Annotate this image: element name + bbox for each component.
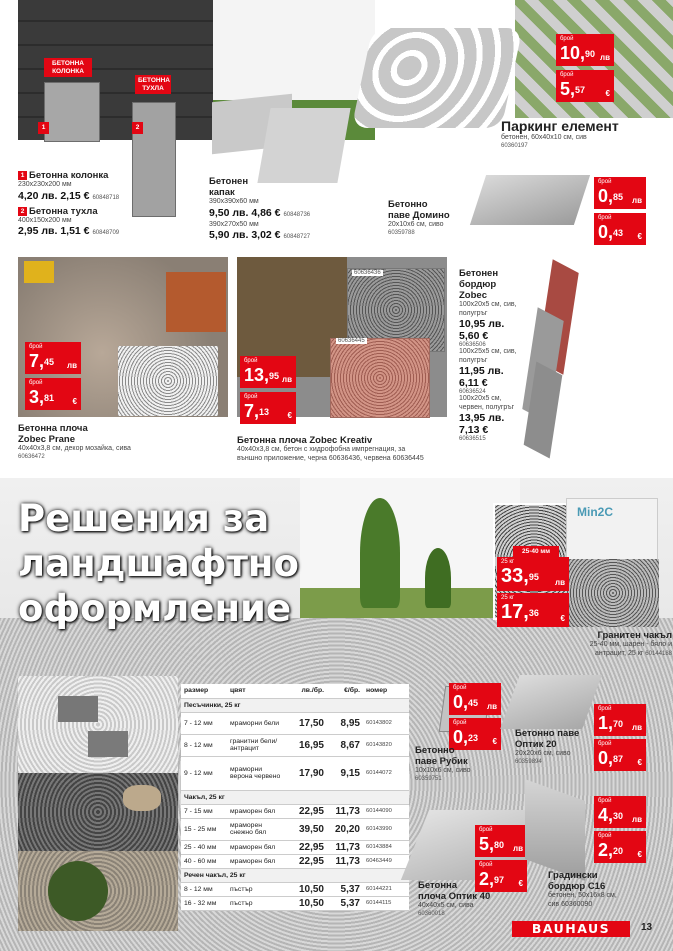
cell-size: 40 - 60 мм bbox=[181, 854, 227, 868]
col-color: цвят bbox=[227, 684, 287, 698]
bauhaus-logo: BAUHAUS bbox=[512, 921, 630, 937]
marker-1: 1 bbox=[38, 122, 49, 134]
cell-code: 60143884 bbox=[363, 840, 409, 854]
domino-price-eu: брой 0,43 € bbox=[594, 213, 646, 245]
cell-lv: 10,50 bbox=[287, 896, 327, 910]
table-group-row bbox=[181, 790, 409, 804]
table-header bbox=[181, 684, 409, 698]
chakal-size-label: 25-40 мм bbox=[513, 546, 559, 558]
kapak-info: Бетонен капак 390x390x60 мм 9,50 лв. 4,86 € 60848736 390x270x50 мм 5,90 лв. 3,02 € 60848727 bbox=[209, 176, 311, 241]
prane-price-eu: брой 3,81 € bbox=[25, 378, 81, 410]
optik20-info: Бетонно паве Оптик 20 20x20x6 см, сиво 60359894 bbox=[515, 728, 580, 765]
cell-code: 60144090 bbox=[363, 804, 409, 818]
parking-info: Паркинг елемент бетонен, 60x40x10 см, сив 60360197 bbox=[501, 118, 619, 149]
concrete-column-image bbox=[44, 82, 100, 142]
cell-color: мраморен снежно бял bbox=[227, 818, 287, 840]
chakal-price-lv: 25 кг 33,95 лв bbox=[497, 557, 569, 591]
col-size: размер bbox=[181, 684, 227, 698]
stepping-stones-photo bbox=[18, 676, 178, 773]
cell-size: 9 - 12 мм bbox=[181, 756, 227, 790]
prane-tile-image bbox=[118, 346, 218, 416]
headline: Решения за ландшафтно оформление bbox=[18, 497, 299, 630]
cell-lv: 22,95 bbox=[287, 840, 327, 854]
cell-color: мраморни бели bbox=[227, 712, 287, 734]
c16-price-lv: брой 4,30 лв bbox=[594, 796, 646, 828]
cell-lv: 17,50 bbox=[287, 712, 327, 734]
table-row bbox=[181, 896, 409, 910]
chakal-info: Гранитен чакъл 25-40 мм, шарен - бяло и антрацит, 25 кг 60144188 bbox=[589, 630, 672, 657]
cell-color: мраморен бял bbox=[227, 840, 287, 854]
parking-price-eu: брой 5,57 € bbox=[556, 70, 614, 102]
cell-size: 7 - 15 мм bbox=[181, 804, 227, 818]
cell-size: 25 - 40 мм bbox=[181, 840, 227, 854]
min2c-bag-image bbox=[566, 498, 658, 626]
kreativ-code-2: 60636445 bbox=[338, 338, 365, 344]
kreativ-code-1: 60636436 bbox=[354, 270, 381, 276]
table-row bbox=[181, 854, 409, 868]
col-eur: €/бр. bbox=[327, 684, 363, 698]
table-group-row bbox=[181, 868, 409, 882]
marker-2: 2 bbox=[132, 122, 143, 134]
table-row bbox=[181, 734, 409, 756]
table-group-row bbox=[181, 698, 409, 712]
cell-lv: 22,95 bbox=[287, 804, 327, 818]
kolonka-info: 1 Бетонна колонка 230x230x200 мм 4,20 лв. 2,15 € 60848718 2 Бетонна тухла 400x150x200 мм 2,95 лв. 1,51 € 60848709 bbox=[18, 170, 120, 237]
gravel-price-table bbox=[181, 684, 409, 911]
kreativ-price-eu: брой 7,13 € bbox=[240, 392, 296, 424]
table-row bbox=[181, 712, 409, 734]
table-row bbox=[181, 804, 409, 818]
cell-eu: 5,37 bbox=[327, 896, 363, 910]
label-tuhla: БЕТОННА ТУХЛА bbox=[135, 75, 171, 94]
cell-color: гранитни бели/антрацит bbox=[227, 734, 287, 756]
cell-code: 60144115 bbox=[363, 896, 409, 910]
cell-code: 60144221 bbox=[363, 882, 409, 896]
optik20-price-lv: брой 1,70 лв bbox=[594, 704, 646, 736]
prane-price-lv: брой 7,45 лв bbox=[25, 342, 81, 374]
kreativ-price-lv: брой 13,95 лв bbox=[240, 356, 296, 388]
cell-lv: 16,95 bbox=[287, 734, 327, 756]
cell-eu: 8,95 bbox=[327, 712, 363, 734]
cell-lv: 10,50 bbox=[287, 882, 327, 896]
concrete-cap-image-2 bbox=[257, 108, 350, 183]
cell-color: пъстър bbox=[227, 896, 287, 910]
table-row bbox=[181, 756, 409, 790]
c16-info: Градински бордюр С16 бетонен, 50x16x8 см, сив 60360090 bbox=[548, 870, 617, 908]
cell-color: мраморен бял bbox=[227, 804, 287, 818]
prane-info: Бетонна плоча Zobec Prane 40x40x3,8 см, декор мозайка, сива 60636472 bbox=[18, 423, 131, 460]
optik40-info: Бетонна плоча Оптик 40 40x40x5 см, сива 60360018 bbox=[418, 880, 491, 917]
cell-eu: 11,73 bbox=[327, 854, 363, 868]
kreativ-info: Бетонна плоча Zobec Kreativ 40x40x3,8 см, бетон с хидрофобна импрегнация, за външно приложение, черна 60636436, червена 60636445 bbox=[237, 435, 424, 462]
domino-info: Бетонно паве Домино 20x10x6 см, сиво 60359788 bbox=[388, 199, 450, 236]
rubik-price-lv: брой 0,45 лв bbox=[449, 683, 501, 715]
kreativ-red-tile bbox=[330, 338, 430, 418]
group-label: Песъчинки, 25 кг bbox=[181, 698, 409, 712]
cell-code: 60143802 bbox=[363, 712, 409, 734]
cell-lv: 22,95 bbox=[287, 854, 327, 868]
table-row bbox=[181, 882, 409, 896]
cell-size: 7 - 12 мм bbox=[181, 712, 227, 734]
domino-price-lv: брой 0,85 лв bbox=[594, 177, 646, 209]
concrete-brick-image bbox=[132, 102, 176, 217]
cell-eu: 11,73 bbox=[327, 804, 363, 818]
page-number: 13 bbox=[641, 922, 653, 933]
label-kolonka: БЕТОННА КОЛОНКА bbox=[44, 58, 92, 77]
cell-lv: 17,90 bbox=[287, 756, 327, 790]
cell-eu: 11,73 bbox=[327, 840, 363, 854]
rubik-price-eu: брой 0,23 € bbox=[449, 718, 501, 750]
cell-eu: 5,37 bbox=[327, 882, 363, 896]
bordur-info: Бетонен бордюр Zobec 100x20x5 см, сив, полугръг 10,95 лв. 5,60 € 60636506 100x25x5 см, сив, полугръг 11,95 лв. 6,11 € 60636524 100x20x5 см, червен, полугръг 13,95 лв. 7,13 € 60636515 bbox=[459, 268, 517, 442]
rubik-info: Бетонно паве Рубик 10x10x6 см, сиво 60359751 bbox=[415, 745, 471, 782]
optik40-price-lv: брой 5,80 лв bbox=[475, 825, 527, 857]
cell-color: мраморни верона червено bbox=[227, 756, 287, 790]
table-row bbox=[181, 818, 409, 840]
cell-size: 8 - 12 мм bbox=[181, 882, 227, 896]
group-label: Речен чакъл, 25 кг bbox=[181, 868, 409, 882]
cell-eu: 8,67 bbox=[327, 734, 363, 756]
cell-code: 60143820 bbox=[363, 734, 409, 756]
cell-color: пъстър bbox=[227, 882, 287, 896]
parking-element-image bbox=[351, 28, 522, 128]
cell-eu: 9,15 bbox=[327, 756, 363, 790]
col-code: номер bbox=[363, 684, 409, 698]
cell-size: 8 - 12 мм bbox=[181, 734, 227, 756]
cell-code: 60463449 bbox=[363, 854, 409, 868]
group-label: Чакъл, 25 кг bbox=[181, 790, 409, 804]
cell-color: мраморен бял bbox=[227, 854, 287, 868]
table-row bbox=[181, 840, 409, 854]
optik40-price-eu: брой 2,97 € bbox=[475, 860, 527, 892]
cell-code: 60143990 bbox=[363, 818, 409, 840]
c16-price-eu: брой 2,20 € bbox=[594, 831, 646, 863]
cell-lv: 39,50 bbox=[287, 818, 327, 840]
bag-brand: Min2C bbox=[577, 505, 613, 519]
cell-eu: 20,20 bbox=[327, 818, 363, 840]
dark-gravel-photo bbox=[18, 773, 178, 851]
optik20-price-eu: брой 0,87 € bbox=[594, 739, 646, 771]
cell-code: 60144072 bbox=[363, 756, 409, 790]
parking-price-lv: брой 10,90 лв bbox=[556, 34, 614, 66]
cell-size: 15 - 25 мм bbox=[181, 818, 227, 840]
river-gravel-photo bbox=[18, 851, 178, 931]
cell-size: 16 - 32 мм bbox=[181, 896, 227, 910]
col-lv: лв./бр. bbox=[287, 684, 327, 698]
chakal-price-eu: 25 кг 17,36 € bbox=[497, 593, 569, 627]
